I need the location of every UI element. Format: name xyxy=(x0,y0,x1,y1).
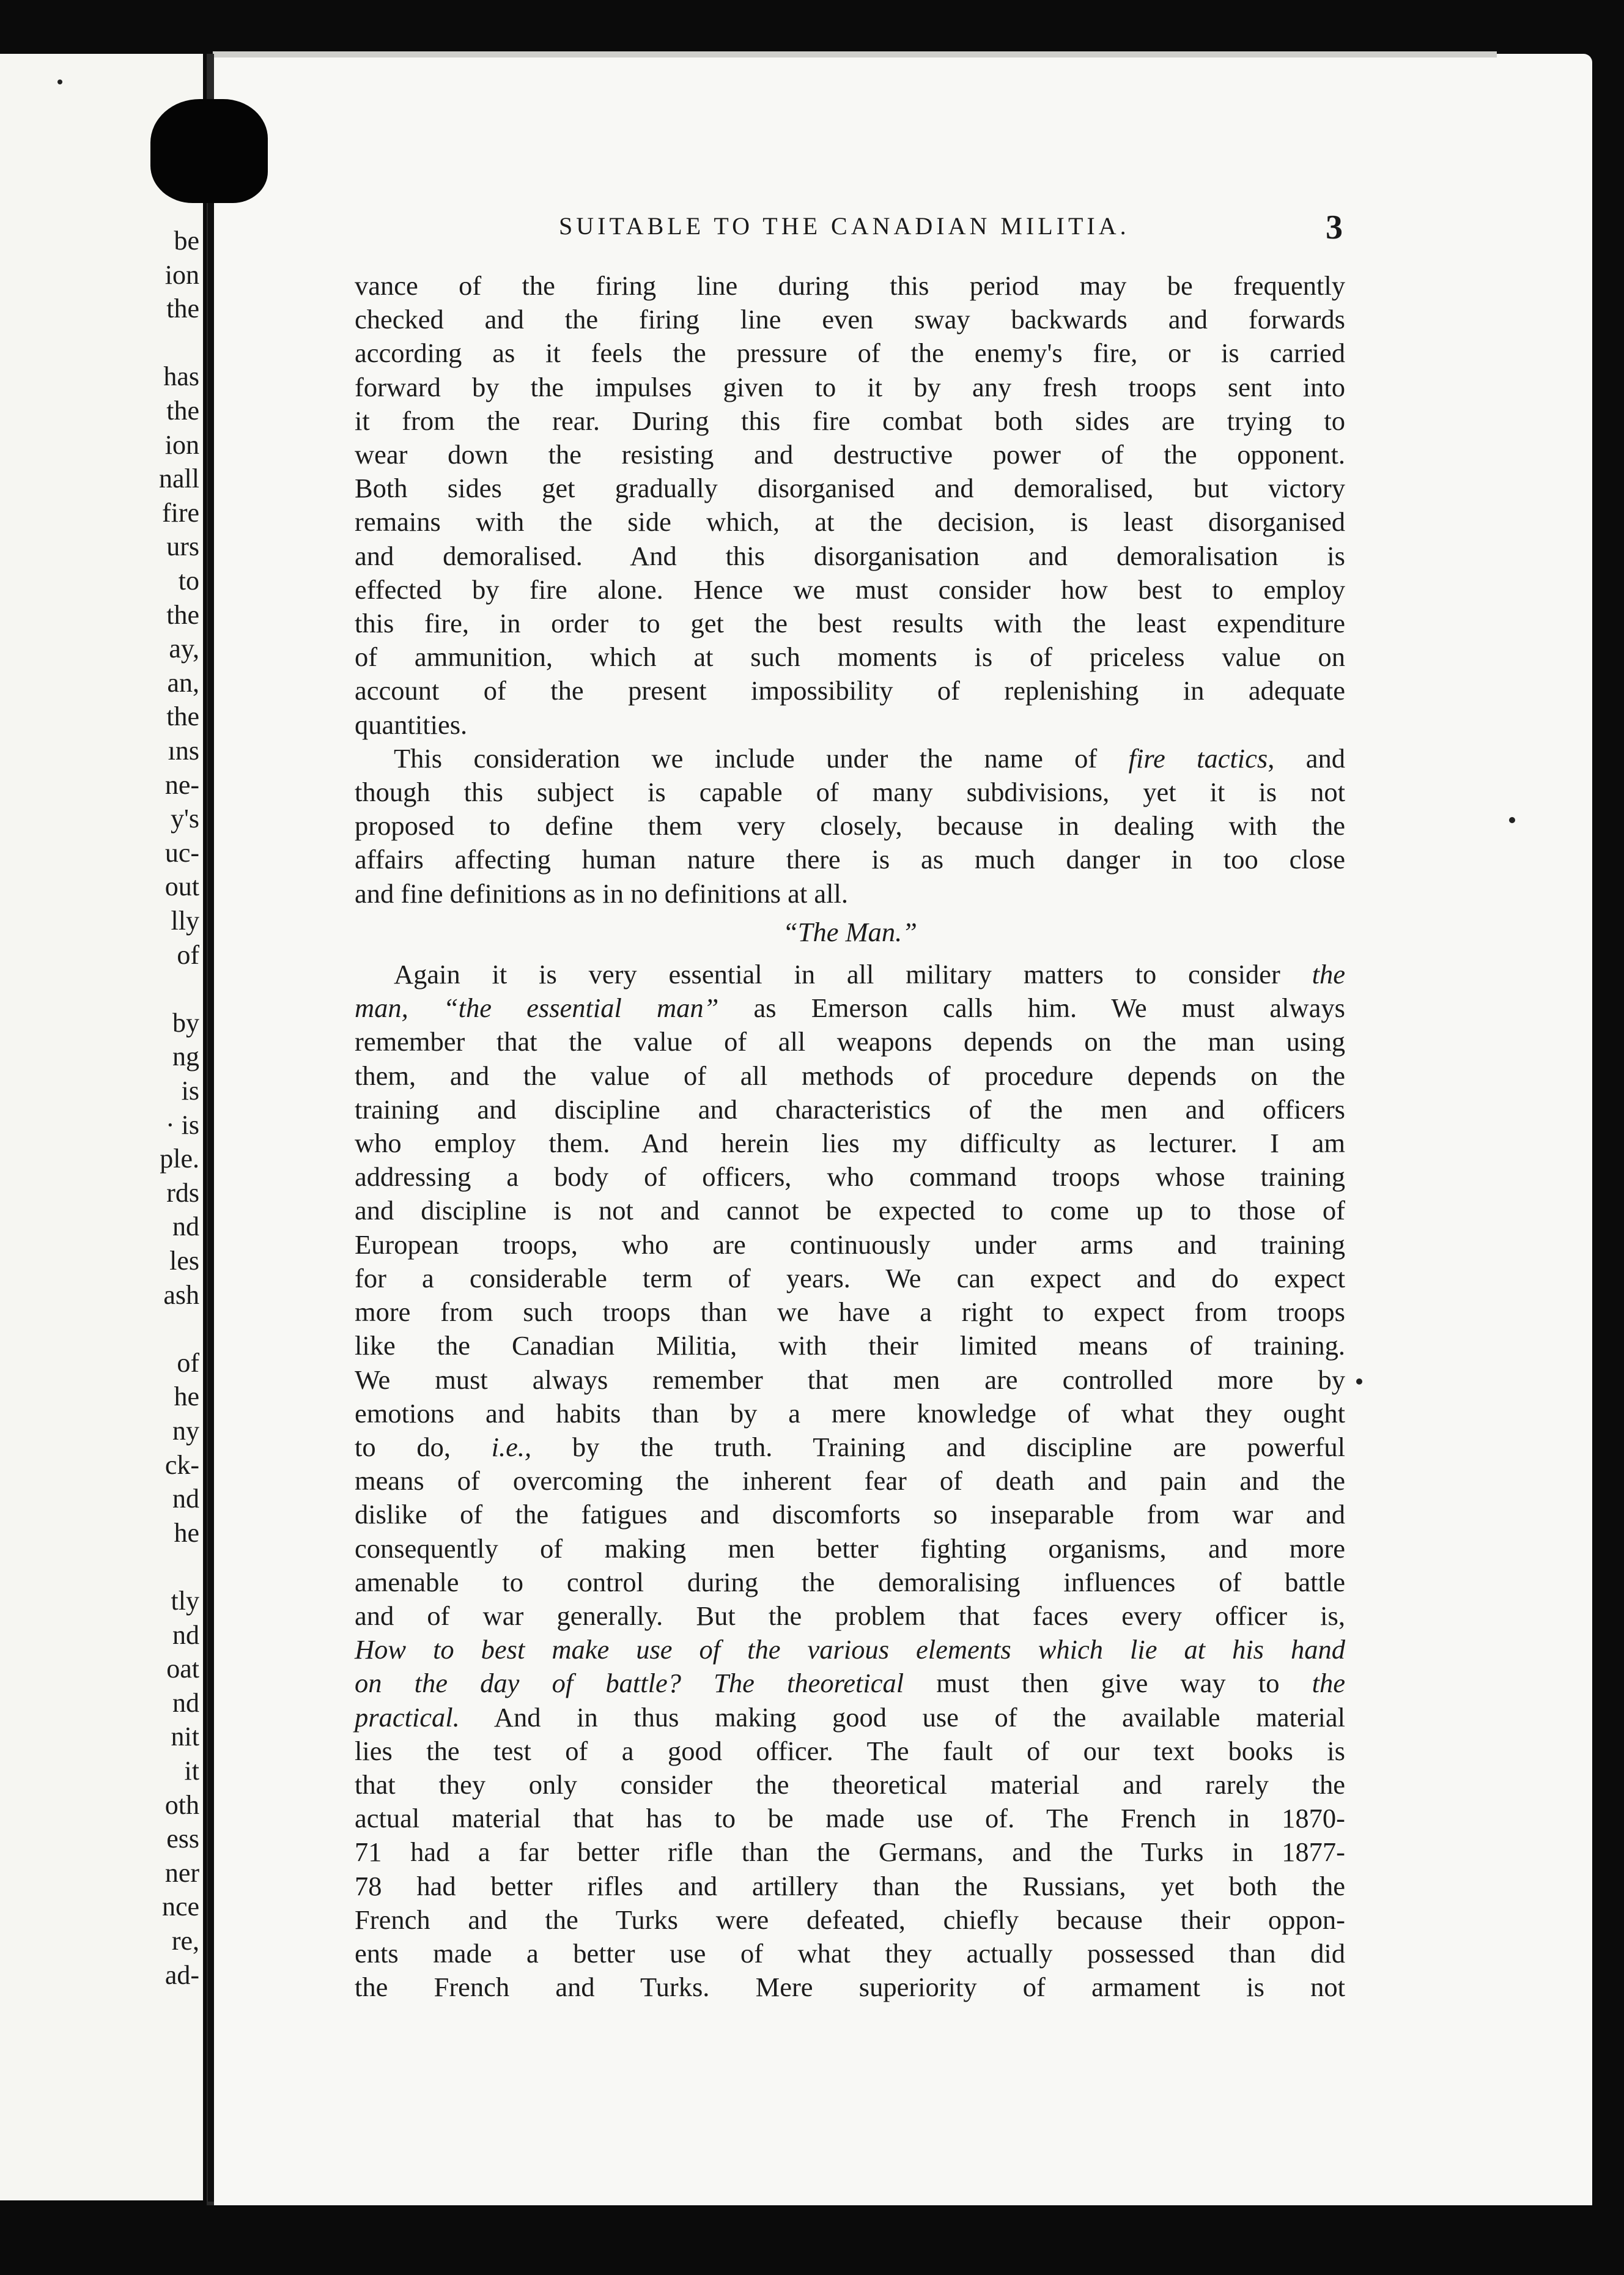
paragraph-line: and discipline is not and cannot be expected to come up to those of xyxy=(355,1195,1345,1226)
paragraph-line: practical. And in thus making good use of the available material xyxy=(355,1701,1345,1733)
paragraph-line: remains with the side which, at the decision, is least disorganised xyxy=(355,506,1345,538)
paragraph-line: remember that the value of all weapons depends on the man using xyxy=(355,1026,1345,1057)
previous-page-text-fragment: uc- xyxy=(164,837,199,868)
previous-page-text-fragment: ay, xyxy=(169,634,199,664)
paragraph-line: though this subject is capable of many subdivisions, yet it is not xyxy=(355,777,1345,808)
previous-page-text-fragment: of xyxy=(177,1347,199,1378)
paragraph-line: actual material that has to be made use of. The French in 1870- xyxy=(355,1803,1345,1834)
paragraph-line: man, “the essential man” as Emerson calls him. We must always xyxy=(355,993,1345,1024)
previous-page-text-fragment: ess xyxy=(166,1824,199,1854)
previous-page-text-fragment: has xyxy=(163,361,199,392)
previous-page-text-fragment: nd xyxy=(172,1619,199,1650)
paragraph-line: We must always remember that men are controlled more by xyxy=(355,1364,1345,1395)
previous-page-text-fragment: les xyxy=(169,1246,199,1276)
previous-page-text-fragment: nce xyxy=(161,1892,199,1922)
paragraph-line: like the Canadian Militia, with their limited means of training. xyxy=(355,1330,1345,1361)
binding-edge xyxy=(208,183,214,2202)
previous-page-text-fragment: ash xyxy=(163,1279,199,1310)
ink-speck xyxy=(1509,817,1515,823)
paragraph-line: dislike of the fatigues and discomforts so inseparable from war and xyxy=(355,1499,1345,1530)
previous-page-text-fragment: an, xyxy=(167,667,199,698)
paragraph-line: on the day of battle? The theoretical must then give way to the xyxy=(355,1668,1345,1699)
paragraph-line: and of war generally. But the problem that faces every officer is, xyxy=(355,1600,1345,1631)
previous-page-text-fragment: nd xyxy=(172,1211,199,1242)
paragraph-line: checked and the firing line even sway backwards and forwards xyxy=(355,304,1345,335)
paragraph-line: European troops, who are continuously under arms and training xyxy=(355,1229,1345,1260)
paragraph-line: and demoralised. And this disorganisation and demoralisation is xyxy=(355,540,1345,571)
previous-page-text-fragment: the xyxy=(166,599,199,630)
paragraph-line: affairs affecting human nature there is as much danger in too close xyxy=(355,844,1345,875)
previous-page-text-fragment: he xyxy=(174,1517,199,1548)
previous-page-text-fragment: ny xyxy=(172,1416,199,1446)
previous-page-text-fragment: of xyxy=(177,939,199,970)
ink-speck xyxy=(57,80,62,84)
previous-page-text-fragment: lly xyxy=(171,906,199,936)
previous-page-text-fragment: nd xyxy=(172,1687,199,1718)
paragraph-line: who employ them. And herein lies my difficulty as lecturer. I am xyxy=(355,1128,1345,1159)
paragraph-line: this fire, in order to get the best results with the least expenditure xyxy=(355,608,1345,639)
previous-page-text-fragment: ıns xyxy=(168,736,199,766)
previous-page-fragment xyxy=(0,54,203,2200)
paragraph-line: addressing a body of officers, who command troops whose training xyxy=(355,1161,1345,1193)
previous-page-text-fragment: he xyxy=(174,1382,199,1412)
previous-page-text-fragment: ad- xyxy=(164,1959,199,1990)
paragraph-line: consequently of making men better fighting organisms, and more xyxy=(355,1533,1345,1564)
paragraph-line: of ammunition, which at such moments is of priceless value on xyxy=(355,642,1345,673)
previous-page-text-fragment: out xyxy=(164,871,199,902)
paragraph-line: vance of the firing line during this period may be frequently xyxy=(355,270,1345,301)
paragraph-line: Both sides get gradually disorganised and demoralised, but victory xyxy=(355,473,1345,504)
paragraph-line: This consideration we include under the name of fire tactics, and xyxy=(394,742,1345,774)
previous-page-text-fragment: ion xyxy=(164,429,199,460)
previous-page-text-fragment: it xyxy=(184,1756,199,1786)
paragraph-line: the French and Turks. Mere superiority of armament is not xyxy=(355,1972,1345,2003)
paragraph-line: to do, i.e., by the truth. Training and discipline are powerful xyxy=(355,1431,1345,1462)
paragraph-line: How to best make use of the various elements which lie at his hand xyxy=(355,1634,1345,1665)
previous-page-text-fragment: · is xyxy=(166,1109,199,1140)
previous-page-text-fragment: nall xyxy=(159,464,199,494)
previous-page-text-fragment: urs xyxy=(166,531,199,562)
paragraph-3 xyxy=(355,958,1345,2004)
section-heading: “The Man.” xyxy=(782,916,918,947)
paragraph-line: wear down the resisting and destructive power of the opponent. xyxy=(355,439,1345,470)
paragraph-line: amenable to control during the demoralising influences of battle xyxy=(355,1566,1345,1597)
body-text xyxy=(355,269,1345,2004)
previous-page-text-fragment: ner xyxy=(164,1857,199,1888)
previous-page-text-fragment: oth xyxy=(164,1789,199,1820)
page-top-edge xyxy=(213,51,1497,57)
paragraph-line: Again it is very essential in all military matters to consider the xyxy=(394,959,1345,990)
previous-page-text-fragment: ng xyxy=(172,1041,199,1072)
page-number: 3 xyxy=(1326,209,1343,246)
paragraph-line: according as it feels the pressure of the enemy's fire, or is carried xyxy=(355,338,1345,369)
previous-page-text-fragment: nit xyxy=(171,1722,199,1752)
binding-blot xyxy=(150,99,268,203)
ink-speck xyxy=(1356,1378,1362,1385)
previous-page-text-fragment: be xyxy=(174,226,199,256)
previous-page-text-fragment: tly xyxy=(171,1586,199,1616)
previous-page-text-fragment: by xyxy=(172,1007,199,1038)
paragraph-line: for a considerable term of years. We can expect and do expect xyxy=(355,1262,1345,1293)
previous-page-text-fragment: nd xyxy=(172,1484,199,1514)
paragraph-line: French and the Turks were defeated, chiefly because their oppon- xyxy=(355,1904,1345,1935)
paragraph-line: effected by fire alone. Hence we must consider how best to employ xyxy=(355,574,1345,605)
previous-page-text-fragment: ck- xyxy=(164,1449,199,1480)
previous-page-text-fragment: oat xyxy=(166,1654,199,1684)
paragraph-line: and fine definitions as in no definitions at all. xyxy=(355,878,849,909)
paragraph-line: means of overcoming the inherent fear of death and pain and the xyxy=(355,1465,1345,1496)
previous-page-text-fragment: to xyxy=(178,566,199,596)
previous-page-text-fragment: rds xyxy=(166,1177,199,1208)
paragraph-line: proposed to define them very closely, because in dealing with the xyxy=(355,810,1345,842)
paragraph-line: account of the present impossibility of replenishing in adequate xyxy=(355,675,1345,706)
paragraph-line: 71 had a far better rifle than the Germans, and the Turks in 1877- xyxy=(355,1837,1345,1868)
paragraph-line: it from the rear. During this fire combat both sides are trying to xyxy=(355,405,1345,436)
paragraph-line: 78 had better rifles and artillery than the Russians, yet both the xyxy=(355,1870,1345,1901)
paragraph-line: quantities. xyxy=(355,709,468,740)
previous-page-text-fragment: re, xyxy=(171,1926,199,1956)
previous-page-text-fragment: ple. xyxy=(160,1144,199,1174)
paragraph-2 xyxy=(355,742,1345,911)
paragraph-line: them, and the value of all methods of procedure depends on the xyxy=(355,1060,1345,1091)
previous-page-text-fragment: ion xyxy=(164,259,199,290)
previous-page-text-fragment: the xyxy=(166,294,199,324)
paragraph-line: lies the test of a good officer. The fault of our text books is xyxy=(355,1735,1345,1766)
paragraph-line: ents made a better use of what they actually possessed than did xyxy=(355,1937,1345,1969)
paragraph-line: forward by the impulses given to it by any fresh troops sent into xyxy=(355,371,1345,402)
previous-page-text-fragment: the xyxy=(166,396,199,426)
paragraph-1 xyxy=(355,269,1345,742)
running-header: SUITABLE TO THE CANADIAN MILITIA. xyxy=(559,212,1130,240)
previous-page-text-fragment: is xyxy=(181,1076,199,1106)
previous-page-text-fragment: ne- xyxy=(164,769,199,800)
previous-page-text-fragment: y's xyxy=(170,804,199,834)
paragraph-line: emotions and habits than by a mere knowledge of what they ought xyxy=(355,1397,1345,1429)
paragraph-line: training and discipline and characteristics of the men and officers xyxy=(355,1093,1345,1125)
previous-page-text-fragment: fire xyxy=(161,497,199,528)
previous-page-text-fragment: the xyxy=(166,701,199,732)
paragraph-line: that they only consider the theoretical material and rarely the xyxy=(355,1769,1345,1800)
paragraph-line: more from such troops than we have a right to expect from troops xyxy=(355,1297,1345,1328)
